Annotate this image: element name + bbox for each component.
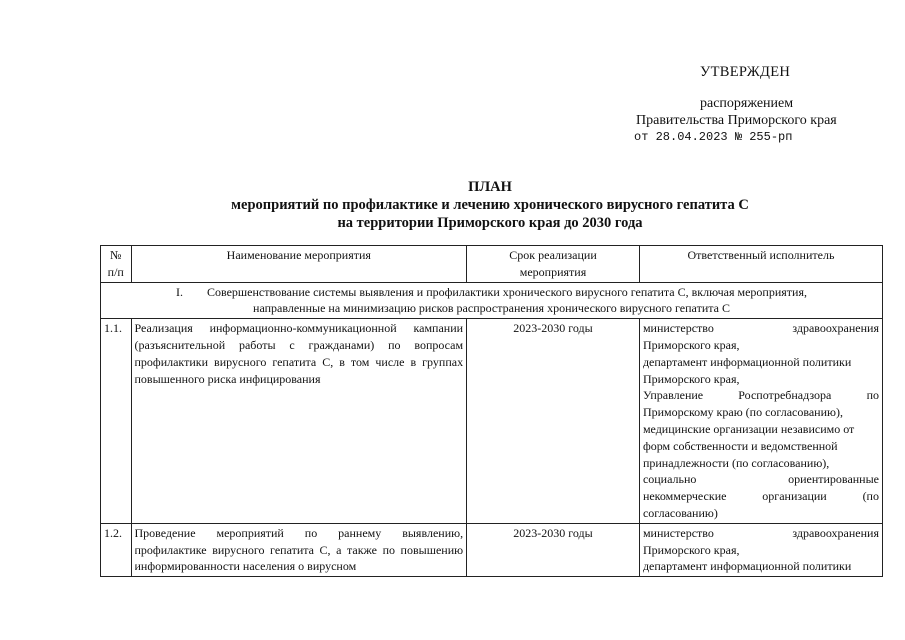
resp-line: форм собственности и ведомственной bbox=[642, 438, 838, 453]
row-name bbox=[131, 523, 467, 576]
document-heading bbox=[100, 178, 880, 232]
heading-subtitle-1: мероприятий по профилактике и лечению хронического вирусного гепатита С bbox=[231, 197, 749, 213]
header-resp: Ответственный исполнитель bbox=[639, 246, 882, 283]
table-row bbox=[101, 523, 883, 576]
resp-line bbox=[643, 471, 879, 488]
approval-line-1: распоряжением bbox=[700, 96, 794, 111]
resp-word: Управление bbox=[642, 388, 704, 403]
header-num-a: № bbox=[110, 248, 122, 262]
resp-line: Приморского края, bbox=[642, 542, 740, 557]
approval-line-3: от 28.04.2023 № 255-рп bbox=[634, 130, 793, 144]
resp-word: (по bbox=[862, 489, 879, 504]
section-row bbox=[101, 282, 883, 319]
resp-word: по bbox=[866, 388, 879, 403]
row-name: Реализация информационно-коммуникационной кампании (разъяснительной работы с гражданами) по вопросам профилактики вирусного гепатита С, в том числе в группах повышенного риска инфицирования bbox=[131, 319, 467, 524]
resp-line bbox=[643, 387, 879, 404]
approval-block bbox=[630, 64, 870, 146]
table-row bbox=[101, 319, 883, 524]
heading-subtitle-2: на территории Приморского края до 2030 года bbox=[337, 215, 643, 231]
row-name-text: Проведение мероприятий по раннему выявлению, профилактике вирусного гепатита С, а также по повышению информированности населения о вирусном bbox=[134, 525, 464, 573]
resp-word: министерство bbox=[642, 321, 714, 336]
header-term-b: мероприятия bbox=[519, 264, 587, 279]
resp-line bbox=[643, 525, 879, 542]
resp-line: департамент информационной политики bbox=[642, 559, 852, 574]
resp-word: здравоохранения bbox=[792, 321, 879, 336]
heading-title: ПЛАН bbox=[468, 179, 512, 195]
row-resp bbox=[639, 319, 882, 524]
resp-word: некоммерческие bbox=[642, 489, 727, 504]
header-term bbox=[467, 246, 640, 283]
header-num-b: п/п bbox=[107, 264, 124, 279]
row-num: 1.2. bbox=[101, 523, 132, 576]
section-title bbox=[101, 282, 883, 319]
approval-line-2: Правительства Приморского края bbox=[636, 113, 837, 128]
row-resp bbox=[639, 523, 882, 576]
resp-word: министерство bbox=[642, 525, 714, 540]
plan-table bbox=[100, 245, 883, 577]
resp-word: здравоохранения bbox=[792, 525, 879, 540]
resp-word: социально bbox=[642, 472, 697, 487]
header-num bbox=[101, 246, 132, 283]
row-term: 2023-2030 годы bbox=[467, 319, 640, 524]
resp-line bbox=[643, 320, 879, 337]
approval-title: УТВЕРЖДЕН bbox=[700, 64, 791, 80]
resp-line: согласованию) bbox=[642, 505, 718, 520]
resp-line: Приморского края, bbox=[642, 371, 740, 386]
resp-line bbox=[643, 488, 879, 505]
row-term: 2023-2030 годы bbox=[467, 523, 640, 576]
header-name: Наименование мероприятия bbox=[131, 246, 467, 283]
section-line-2: направленные на минимизацию рисков распространения хронического вирусного гепатита С bbox=[253, 301, 730, 316]
resp-line: принадлежности (по согласованию), bbox=[642, 455, 830, 470]
resp-word: ориентированные bbox=[788, 472, 879, 487]
row-num: 1.1. bbox=[101, 319, 132, 524]
header-term-a: Срок реализации bbox=[509, 248, 597, 262]
resp-word: Роспотребнадзора bbox=[738, 388, 832, 403]
resp-line: департамент информационной политики bbox=[642, 354, 852, 369]
resp-line: медицинские организации независимо от bbox=[642, 421, 855, 436]
resp-word: организации bbox=[762, 489, 827, 504]
resp-line: Приморского края, bbox=[642, 337, 740, 352]
resp-line: Приморскому краю (по согласованию), bbox=[642, 405, 843, 420]
section-line-1: I. Совершенствование системы выявления и профилактики хронического вирусного гепатита С, включая мероприятия, bbox=[176, 284, 807, 299]
table-header-row bbox=[101, 246, 883, 283]
